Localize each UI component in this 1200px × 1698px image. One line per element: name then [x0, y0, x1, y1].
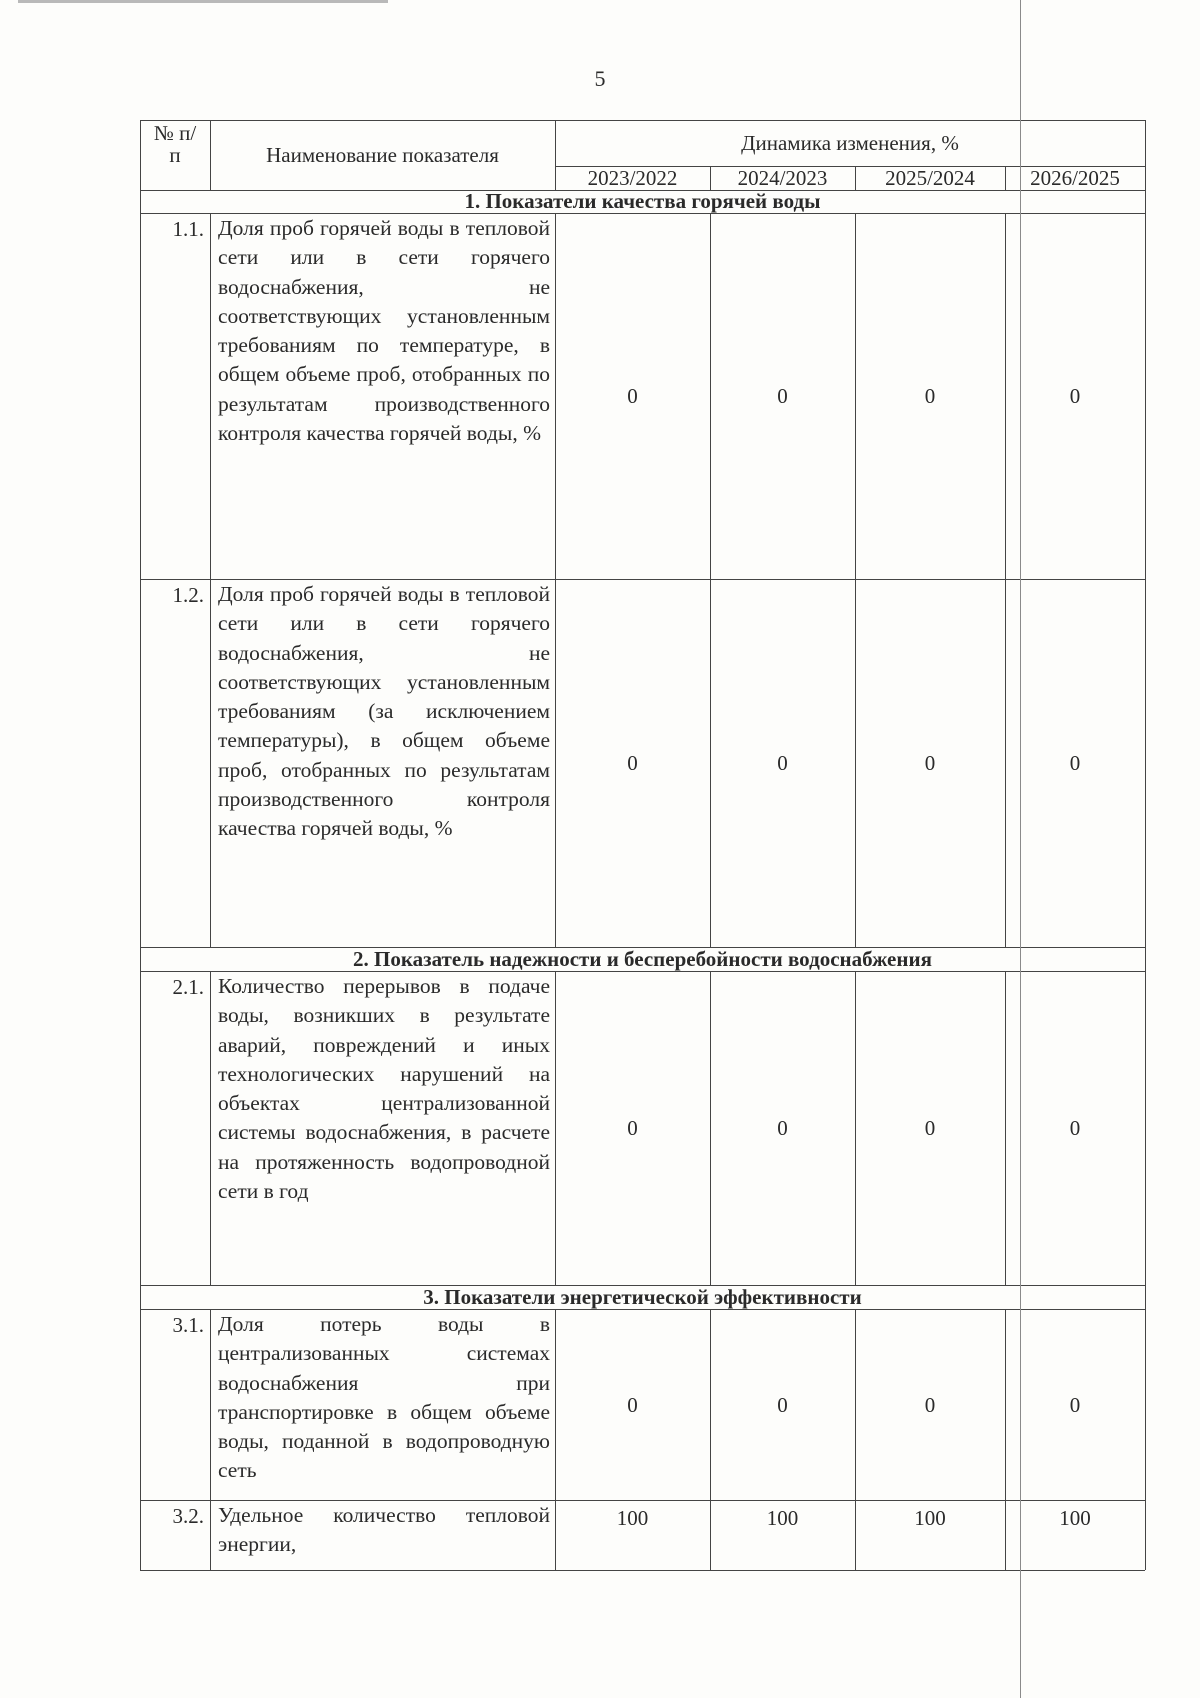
dynamics-value: 0 — [924, 751, 936, 775]
dynamics-value: 0 — [627, 751, 638, 775]
row-number: 3.2. — [172, 1504, 204, 1528]
row-number: 1.1. — [172, 217, 204, 241]
indicator-name: Количество перерывов в подаче воды, возникших в результате аварий, повреждений и иных технологических нарушений на объектах централизованной системы водоснабжения, в расчете на протяженность водопроводной сети в год — [218, 974, 550, 1204]
indicator-name: Доля проб горячей воды в тепловой сети или в сети горячего водоснабжения, не соответствующих установленным требованиям по температуре, в общем объеме проб, отобранных по результатам производственного контроля качества горячей воды, % — [218, 216, 550, 446]
row-number: 1.2. — [172, 583, 204, 607]
row-number: 2.1. — [172, 975, 204, 999]
dynamics-value: 0 — [924, 1116, 936, 1140]
table-border-left — [140, 120, 141, 1570]
dynamics-value: 0 — [777, 1393, 788, 1417]
dynamics-value: 0 — [627, 1393, 638, 1417]
page-number: 5 — [594, 66, 606, 91]
column-header-period: 2025/2024 — [885, 166, 975, 190]
column-header-period: 2026/2025 — [1030, 166, 1120, 190]
dynamics-value: 0 — [627, 1116, 638, 1140]
column-header-period: 2024/2023 — [737, 166, 828, 190]
dynamics-value: 0 — [1069, 1116, 1081, 1140]
section-title: 2. Показатель надежности и бесперебойности водоснабжения — [353, 947, 932, 971]
dynamics-value: 100 — [914, 1506, 946, 1530]
fold-line — [1020, 0, 1021, 1698]
column-header-number: № п/п — [153, 121, 197, 167]
dynamics-value: 100 — [766, 1506, 799, 1530]
dynamics-value: 0 — [1069, 751, 1081, 775]
row-number: 3.1. — [172, 1313, 204, 1337]
dynamics-value: 100 — [616, 1506, 649, 1530]
dynamics-value: 0 — [1069, 1393, 1081, 1417]
column-header-period: 2023/2022 — [587, 166, 678, 190]
indicator-name: Доля потерь воды в централизованных системах водоснабжения при транспортировке в общем объеме воды, поданной в водопроводную сеть — [218, 1312, 550, 1483]
dynamics-value: 0 — [924, 384, 936, 408]
section-title: 1. Показатели качества горячей воды — [464, 189, 821, 213]
dynamics-value: 0 — [777, 1116, 788, 1140]
dynamics-value: 0 — [627, 384, 638, 408]
column-header-dynamics: Динамика изменения, % — [741, 131, 959, 155]
table-border-bottom — [140, 1570, 1145, 1571]
dynamics-value: 0 — [1069, 384, 1081, 408]
dynamics-value: 100 — [1059, 1506, 1091, 1530]
table-border-right — [1145, 120, 1146, 1570]
dynamics-value: 0 — [777, 751, 788, 775]
indicator-name: Удельное количество тепловой энергии, — [218, 1503, 550, 1557]
indicator-name: Доля проб горячей воды в тепловой сети или в сети горячего водоснабжения, не соответствующих установленным требованиям (за исключением температуры), в общем объеме проб, отобранных по результатам производственного контроля качества горячей воды, % — [218, 582, 550, 841]
section-title: 3. Показатели энергетической эффективности — [423, 1285, 862, 1309]
column-header-name: Наименование показателя — [266, 143, 499, 167]
dynamics-value: 0 — [777, 384, 788, 408]
dynamics-value: 0 — [924, 1393, 936, 1417]
